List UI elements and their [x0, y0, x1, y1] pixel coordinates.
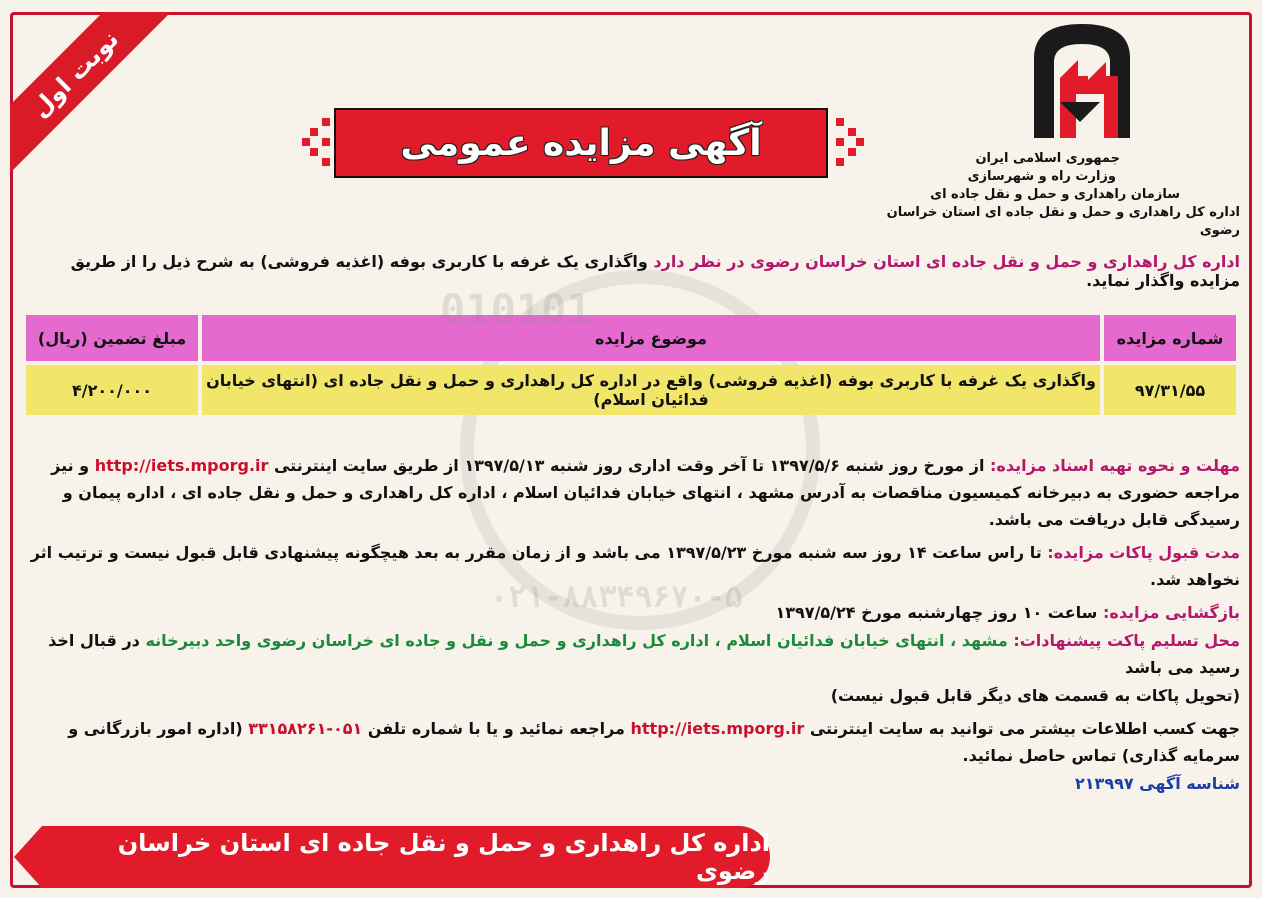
delivery-address: مشهد ، انتهای خیابان فدائیان اسلام ، اداره کل راهداری و حمل و نقل و جاده ای خراسان رضوی واحد دبیرخانه	[145, 631, 1014, 650]
org-line-country: جمهوری اسلامی ایران	[975, 151, 1120, 166]
opening-text: ساعت ۱۰ روز چهارشنبه مورخ ۱۳۹۷/۵/۲۴	[775, 603, 1103, 622]
org-header	[880, 150, 1240, 240]
deadline-url-link[interactable]: http://iets.mporg.ir	[94, 456, 269, 475]
contact-text-1: جهت کسب اطلاعات بیشتر می توانید به سایت اینترنتی	[804, 719, 1240, 738]
delivery-note: (تحویل پاکات به قسمت های دیگر قابل قبول نیست)	[830, 686, 1240, 705]
table-header-row	[26, 315, 1236, 361]
table-row	[26, 365, 1236, 415]
watermark-phone: ۰۲۱-۸۸۳۴۹۶۷۰-۵	[490, 580, 743, 615]
road-authority-logo-icon	[1030, 18, 1134, 142]
header-auction-number: شماره مزایده	[1104, 315, 1236, 361]
deadline-paragraph	[30, 452, 1240, 533]
ornament-right-icon	[832, 118, 866, 168]
cell-auction-subject: واگذاری یک غرفه با کاربری بوفه (اغذیه فروشی) واقع در اداره کل راهداری و حمل و نقل جاده ای (انتهای خیابان فدائیان اسلام)	[202, 365, 1100, 415]
delivery-text: در قبال اخذ رسید می باشد	[48, 631, 1240, 677]
title-banner	[334, 108, 828, 178]
contact-paragraph	[30, 715, 1240, 769]
corner-ribbon	[10, 12, 180, 182]
delivery-paragraph	[30, 627, 1240, 681]
acceptance-text: تا راس ساعت ۱۴ روز سه شنبه مورخ ۱۳۹۷/۵/۲۳ می باشد و از زمان مقرر به بعد هیچگونه پیشنهادی قابل قبول نیست و ترتیب اثر نخواهد شد.	[30, 543, 1240, 589]
watermark-digits: 010101	[440, 285, 592, 334]
org-line-ministry: وزارت راه و شهرسازی	[967, 169, 1116, 184]
deadline-text-2: و نیز مراجعه حضوری به دبیرخانه کمیسیون مناقصات به آدرس مشهد ، انتهای خیابان فدائیان اسلام ، اداره کل راهداری و حمل و نقل جاده ای ، اداره پیمان و رسیدگی قابل دریافت می باشد.	[51, 456, 1240, 529]
cell-auction-number: ۹۷/۳۱/۵۵	[1104, 365, 1236, 415]
deadline-label: مهلت و نحوه تهیه اسناد مزایده:	[990, 456, 1240, 475]
org-line-organization: سازمان راهداری و حمل و نقل جاده ای	[930, 187, 1180, 202]
auction-table	[22, 311, 1240, 419]
ad-id-line	[30, 770, 1240, 797]
ornament-left-icon	[300, 118, 334, 168]
contact-text-2: مراجعه نمائید و یا با شماره تلفن	[362, 719, 631, 738]
footer-banner	[42, 826, 770, 888]
contact-phone: ۰۵۱-۳۳۱۵۸۲۶۱	[248, 719, 363, 738]
intro-highlight: اداره کل راهداری و حمل و نقل جاده ای استان خراسان رضوی در نظر دارد	[653, 252, 1240, 271]
org-line-office: اداره کل راهداری و حمل و نقل جاده ای استان خراسان رضوی	[886, 205, 1240, 238]
ribbon-label: نوبت اول	[10, 12, 180, 179]
header-guarantee-amount: مبلغ تضمین (ریال)	[26, 315, 198, 361]
header-auction-subject: موضوع مزایده	[202, 315, 1100, 361]
delivery-label: محل تسلیم پاکت پیشنهادات:	[1013, 631, 1240, 650]
contact-text-3: (اداره امور بازرگانی و سرمایه گذاری) تماس حاصل نمائید.	[68, 719, 1240, 765]
contact-url-link[interactable]: http://iets.mporg.ir	[630, 719, 805, 738]
intro-rest: واگذاری یک غرفه با کاربری بوفه (اغذیه فروشی) به شرح ذیل را از طریق مزایده واگذار نماید.	[70, 252, 1240, 290]
ad-title: آگهی مزایده عمومی	[400, 122, 762, 164]
deadline-text-1: از مورخ روز شنبه ۱۳۹۷/۵/۶ تا آخر وقت اداری روز شنبه ۱۳۹۷/۵/۱۳ از طریق سایت اینترنتی	[268, 456, 991, 475]
acceptance-label: مدت قبول پاکات مزایده:	[1047, 543, 1240, 562]
footer-text: اداره کل راهداری و حمل و نقل جاده ای استان خراسان رضوی	[117, 829, 770, 885]
opening-label: بازگشایی مزایده:	[1102, 603, 1240, 622]
ad-body	[30, 452, 1240, 798]
cell-guarantee-amount: ۴/۲۰۰/۰۰۰	[26, 365, 198, 415]
ad-id: شناسه آگهی ۲۱۳۹۹۷	[1075, 774, 1240, 793]
intro-paragraph	[40, 252, 1240, 290]
